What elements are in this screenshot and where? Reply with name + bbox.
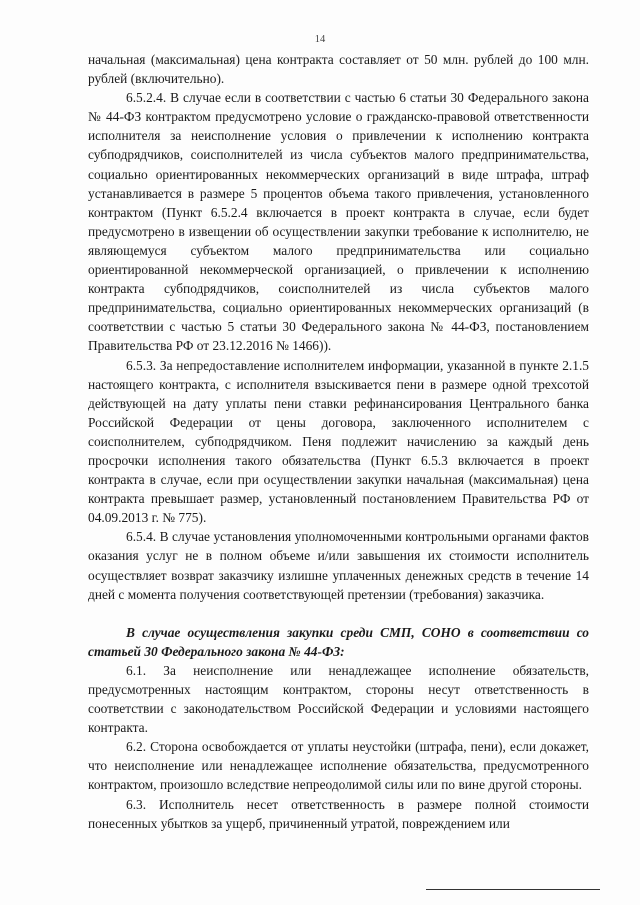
page-number: 14 bbox=[314, 34, 326, 45]
document-body bbox=[88, 50, 589, 833]
section-heading-smp-sono: В случае осуществления закупки среди СМП, СОНО в соответствии со статьей 30 Федерального закона № 44-ФЗ: bbox=[88, 624, 589, 659]
footer-rule bbox=[426, 889, 600, 890]
paragraph-6-5-2-4: 6.5.2.4. В случае если в соответствии с частью 6 статьи 30 Федерального закона № 44-ФЗ контрактом предусмотрено условие о гражданско-правовой ответственности исполнителя за неисполнение условия о привлечении к исполнению контракта субподрядчиков, соисполнителей из числа субъектов малого предпринимательства, социально ориентированных некоммерческих организаций в виде штрафа, штраф устанавливается в размере 5 процентов объема такого привлечения, установленного контрактом (Пункт 6.5.2.4 включается в проект контракта в случае, если будет предусмотрено в извещении об осуществлении закупки требование к исполнителю, не являющемуся субъектом малого предпринимательства или социально ориентированной некоммерческой организацией, о привлечении к исполнению контракта субподрядчиков, соисполнителей из числа субъектов малого предпринимательства, социально ориентированных некоммерческих организаций (в соответствии с частью 5 статьи 30 Федерального закона № 44-ФЗ, постановлением Правительства РФ от 23.12.2016 № 1466)). bbox=[88, 90, 589, 354]
paragraph-6-2: 6.2. Сторона освобождается от уплаты неустойки (штрафа, пени), если докажет, что неисполнение или ненадлежащее исполнение обязательства, предусмотренного контрактом, произошло вследствие непреодолимой силы или по вине другой стороны. bbox=[88, 739, 589, 793]
paragraph-6-5-3: 6.5.3. За непредоставление исполнителем информации, указанной в пункте 2.1.5 настоящего контракта, с исполнителя взыскивается пени в размере одной трехсотой действующей на дату уплаты пени ставки рефинансирования Центрального банка Российской Федерации от цены договора, заключенного исполнителем с соисполнителем, субподрядчиком. Пеня подлежит начислению за каждый день просрочки исполнения такого обязательства (Пункт 6.5.3 включается в проект контракта в случае, если при осуществлении закупки начальная (максимальная) цена контракта превышает размер, установленный постановлением Правительства РФ от 04.09.2013 г. № 775). bbox=[88, 357, 589, 526]
paragraph-6-1: 6.1. За неисполнение или ненадлежащее исполнение обязательств, предусмотренных настоящим контрактом, стороны несут ответственность в соответствии с законодательством Российской Федерации и условиями настоящего контракта. bbox=[88, 662, 589, 736]
paragraph-continued: начальная (максимальная) цена контракта составляет от 50 млн. рублей до 100 млн. рублей (включительно). bbox=[88, 52, 589, 87]
paragraph-6-5-4: 6.5.4. В случае установления уполномоченными контрольными органами фактов оказания услуг не в полном объеме и/или завышения их стоимости исполнитель осуществляет возврат заказчику излишне уплаченных денежных средств в течение 14 дней с момента получения соответствующей претензии (требования) заказчика. bbox=[88, 529, 589, 602]
paragraph-6-3: 6.3. Исполнитель несет ответственность в размере полной стоимости понесенных убытков за ущерб, причиненный утратой, повреждением или bbox=[88, 796, 589, 831]
